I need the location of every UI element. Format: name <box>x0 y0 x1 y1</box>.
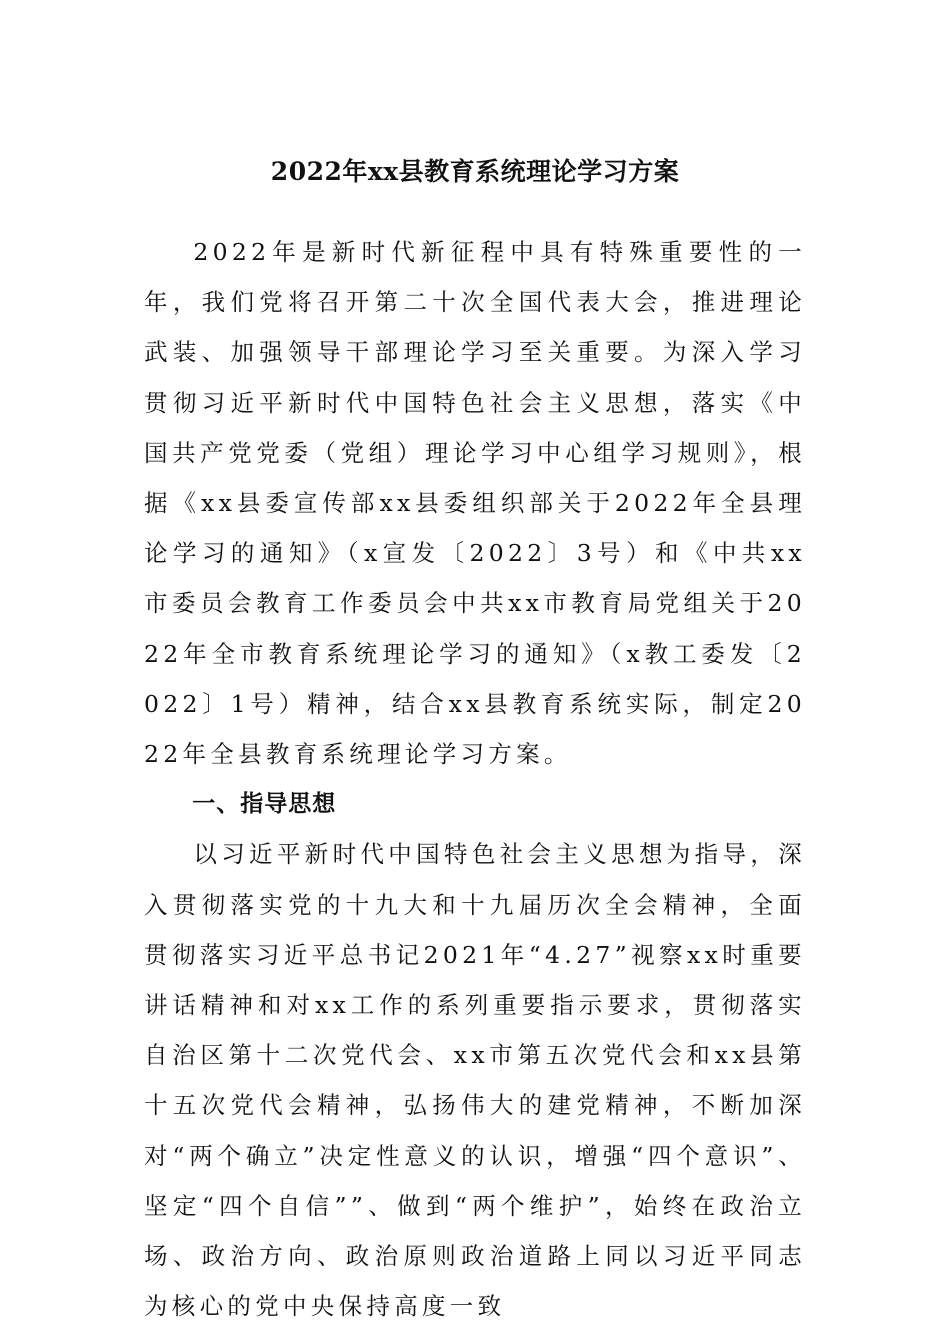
document-title: 2022年xx县教育系统理论学习方案 <box>270 157 680 186</box>
section-heading-guiding-ideology: 一、指导思想 <box>192 791 337 818</box>
intro-paragraph: 2022年是新时代新征程中具有特殊重要性的一年，我们党将召开第二十次全国代表大会，推进理论武装、加强领导干部理论学习至关重要。为深入学习贯彻习近平新时代中国特色社会主义思想，落实《中国共产党党委（党组）理论学习中心组学习规则》，根据《xx县委宣传部xx县委组织部关于2022年全县理论学习的通知》（x宣发〔2022〕3号）和《中共xx市委员会教育工作委员会中共xx市教育局党组关于2022年全市教育系统理论学习的通知》（x教工委发〔2022〕1号）精神，结合xx县教育系统实际，制定2022年全县教育系统理论学习方案。 <box>144 238 806 769</box>
document-body <box>144 227 806 1331</box>
guiding-ideology-paragraph: 以习近平新时代中国特色社会主义思想为指导，深入贯彻落实党的十九大和十九届历次全会精神，全面贯彻落实习近平总书记2021年“4.27”视察xx时重要讲话精神和对xx工作的系列重要指示要求，贯彻落实自治区第十二次党代会、xx市第五次党代会和xx县第十五次党代会精神，弘扬伟大的建党精神，不断加深对“两个确立”决定性意义的认识，增强“四个意识”、坚定“四个自信””、做到“两个维护”，始终在政治立场、政治方向、政治原则政治道路上同以习近平同志为核心的党中央保持高度一致 <box>144 840 806 1321</box>
